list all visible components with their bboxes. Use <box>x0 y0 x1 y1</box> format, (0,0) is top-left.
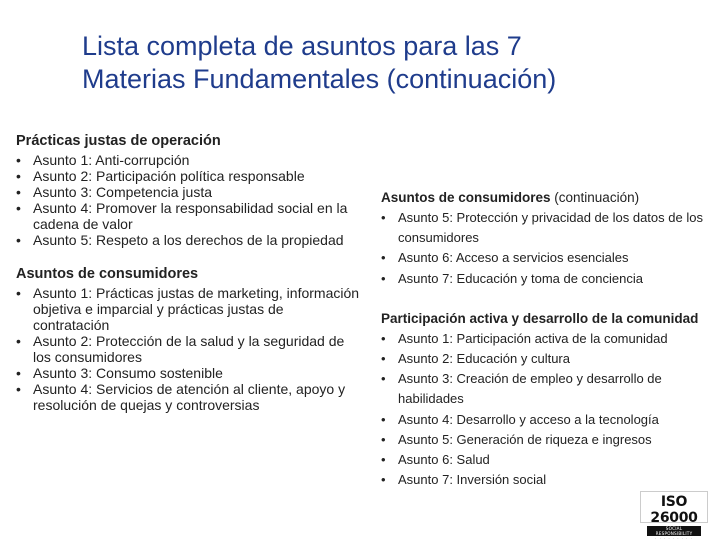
issue-list <box>16 285 361 413</box>
list-item <box>16 365 361 381</box>
logo-main-text: ISO 26000 <box>650 494 698 526</box>
bullet: • <box>381 210 386 225</box>
list-item-text: Asunto 4: Servicios de atención al cliente, apoyo y resolución de quejas y controversias <box>33 381 346 413</box>
title-line-2: Materias Fundamentales (continuación) <box>82 64 557 94</box>
list-item-text: Asunto 4: Desarrollo y acceso a la tecnología <box>398 411 659 427</box>
bullet: • <box>16 152 21 168</box>
list-item <box>16 333 361 365</box>
list-item-text: Asunto 2: Educación y cultura <box>398 351 570 367</box>
left-column <box>16 133 361 413</box>
section-community-involvement <box>381 311 716 491</box>
bullet: • <box>381 270 386 286</box>
bullet: • <box>381 411 386 427</box>
bullet: • <box>16 200 21 216</box>
section-heading: Participación activa y desarrollo de la comunidad <box>381 310 699 326</box>
list-item <box>16 200 361 232</box>
list-item <box>381 248 716 268</box>
list-item <box>381 450 716 470</box>
list-item <box>381 470 716 490</box>
list-item <box>381 410 716 430</box>
list-item <box>16 285 361 333</box>
logo-dots: · · · · · · · · · <box>655 536 693 541</box>
bullet: • <box>381 472 386 488</box>
list-item <box>16 232 361 248</box>
list-item <box>381 329 716 349</box>
list-item-text: Asunto 6: Acceso a servicios esenciales <box>398 250 629 266</box>
logo-sub-text: SOCIAL RESPONSIBILITY <box>647 526 701 536</box>
list-item-text: Asunto 2: Participación política responsable <box>33 168 305 184</box>
bullet: • <box>381 250 386 266</box>
list-item-text: Asunto 3: Consumo sostenible <box>33 365 223 381</box>
issue-list <box>381 329 716 491</box>
section-fair-operating-practices <box>16 133 361 248</box>
section-consumer-issues <box>16 266 361 413</box>
list-item-text: Asunto 3: Creación de empleo y desarrollo de habilidades <box>398 371 662 407</box>
list-item-text: Asunto 3: Competencia justa <box>33 184 212 200</box>
bullet: • <box>16 168 21 184</box>
list-item-text: Asunto 5: Protección y privacidad de los datos de los consumidores <box>398 210 703 246</box>
list-item-text: Asunto 1: Anti-corrupción <box>33 152 190 168</box>
page-title <box>82 30 682 96</box>
list-item <box>16 184 361 200</box>
right-column <box>381 190 716 490</box>
issue-list <box>16 152 361 248</box>
section-heading-main: Asuntos de consumidores <box>381 190 551 205</box>
list-item-text: Asunto 1: Prácticas justas de marketing, información objetiva e imparcial y prácticas justas de contratación <box>33 285 360 333</box>
bullet: • <box>381 351 386 367</box>
list-item <box>381 269 716 289</box>
bullet: • <box>16 285 21 301</box>
bullet: • <box>381 431 386 447</box>
list-item <box>381 430 716 450</box>
title-line-1: Lista completa de asuntos para las 7 <box>82 31 522 61</box>
list-item-text: Asunto 6: Salud <box>398 452 490 468</box>
section-heading: Prácticas justas de operación <box>16 133 221 149</box>
list-item-text: Asunto 5: Generación de riqueza e ingresos <box>398 431 652 447</box>
bullet: • <box>16 333 21 349</box>
section-heading-suffix: (continuación) <box>550 190 640 205</box>
bullet: • <box>381 330 386 346</box>
bullet: • <box>381 452 386 468</box>
list-item <box>381 208 716 248</box>
section-consumer-issues-continued <box>381 190 716 289</box>
bullet: • <box>16 232 21 248</box>
bullet: • <box>16 381 21 397</box>
list-item <box>16 152 361 168</box>
list-item-text: Asunto 7: Inversión social <box>398 472 547 488</box>
list-item-text: Asunto 7: Educación y toma de conciencia <box>398 270 643 286</box>
list-item <box>16 381 361 413</box>
iso-26000-logo <box>640 491 708 541</box>
bullet: • <box>16 365 21 381</box>
list-item <box>381 369 716 409</box>
list-item-text: Asunto 5: Respeto a los derechos de la propiedad <box>33 232 344 248</box>
list-item <box>381 349 716 369</box>
list-item-text: Asunto 1: Participación activa de la comunidad <box>398 330 668 346</box>
list-item <box>16 168 361 184</box>
bullet: • <box>381 371 386 387</box>
section-heading: Asuntos de consumidores <box>16 266 199 282</box>
bullet: • <box>16 184 21 200</box>
issue-list <box>381 208 716 289</box>
list-item-text: Asunto 4: Promover la responsabilidad social en la cadena de valor <box>33 200 348 232</box>
list-item-text: Asunto 2: Protección de la salud y la seguridad de los consumidores <box>33 333 345 365</box>
section-heading <box>381 190 716 206</box>
